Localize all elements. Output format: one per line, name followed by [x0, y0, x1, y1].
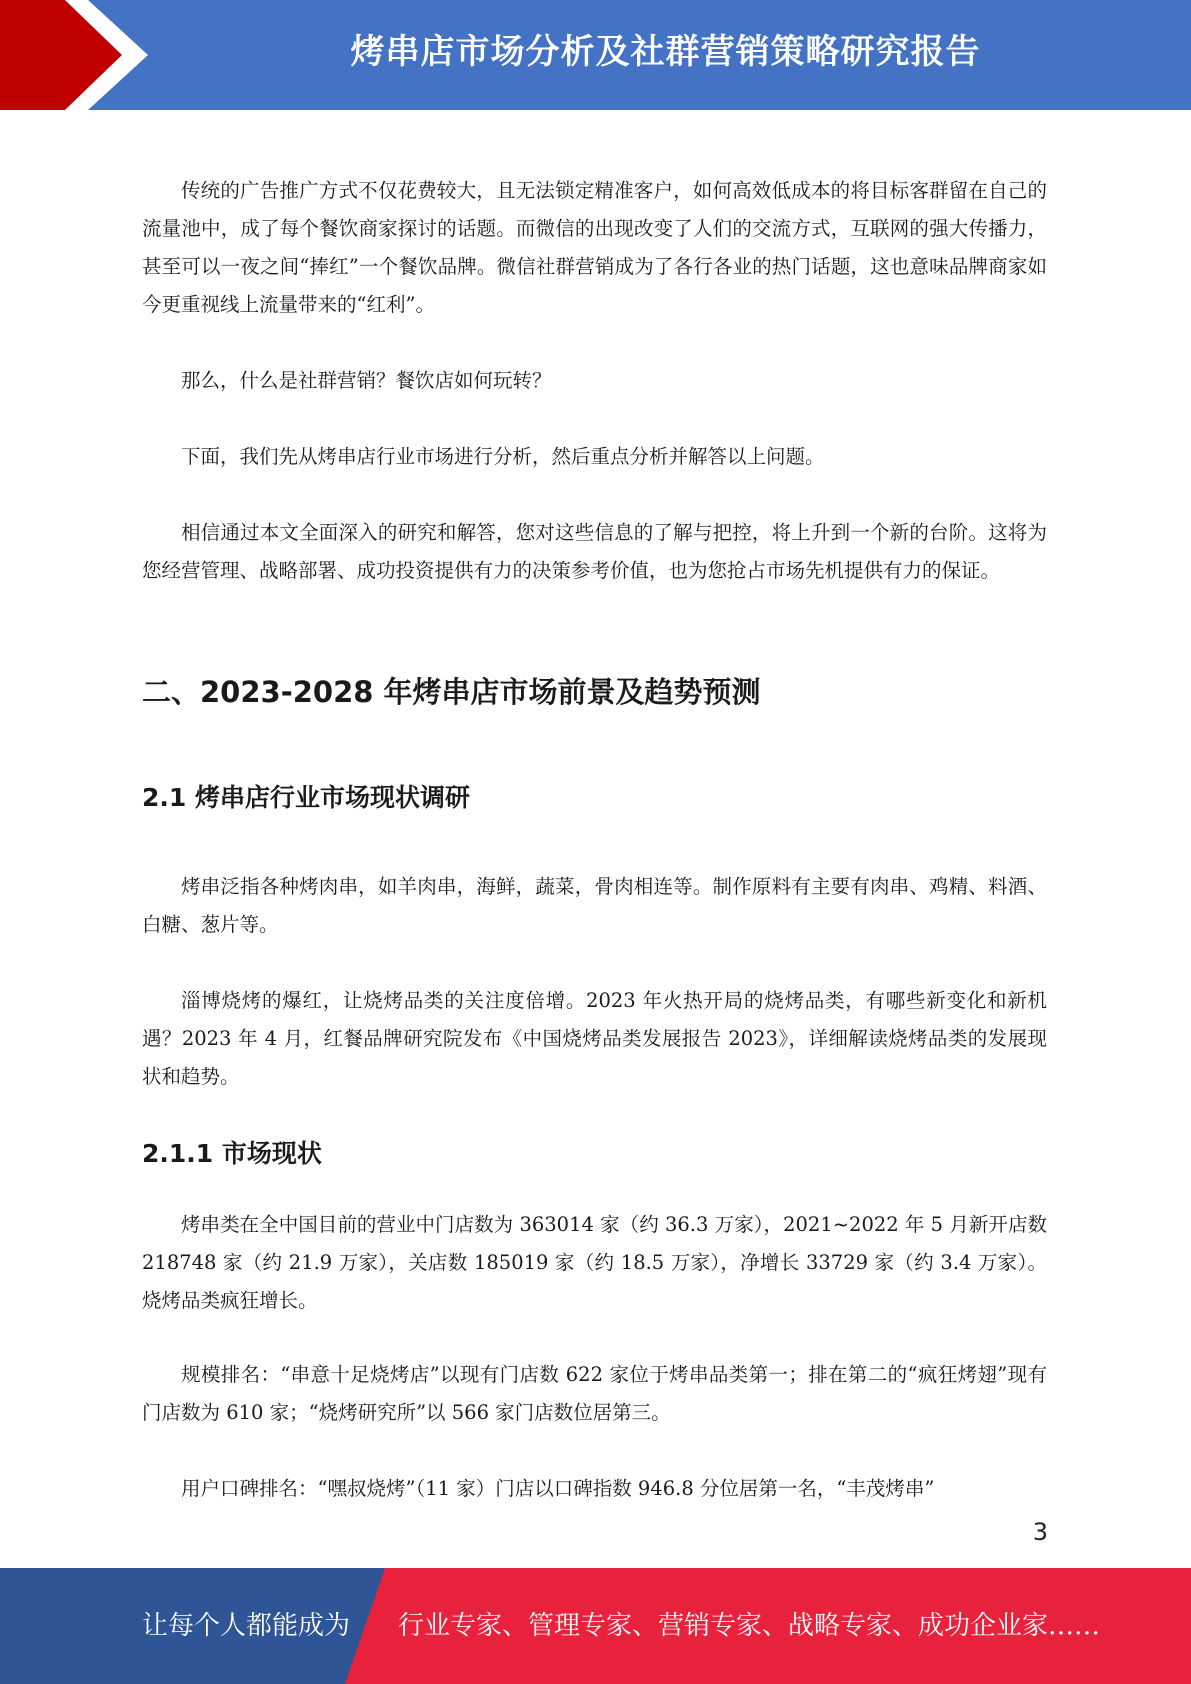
section-2-1-paragraph-2: 淄博烧烤的爆红，让烧烤品类的关注度倍增。2023 年火热开局的烧烤品类，有哪些新变化和新机遇？2023 年 4 月，红餐品牌研究院发布《中国烧烤品类发展报告 2023》，详细解读烧烤品类的发展现状和趋势。 — [142, 989, 1047, 1088]
section-heading-2-1-1: 2.1.1 市场现状 — [142, 1139, 322, 1168]
intro-paragraph-4: 相信通过本文全面深入的研究和解答，您对这些信息的了解与把控，将上升到一个新的台阶。这将为您经营管理、战略部署、成功投资提供有力的决策参考价值，也为您抢占市场先机提供有力的保证。 — [142, 521, 1047, 582]
section-2-1-paragraph-1: 烤串泛指各种烤肉串，如羊肉串，海鲜，蔬菜，骨肉相连等。制作原料有主要有肉串、鸡精、料酒、白糖、葱片等。 — [142, 875, 1047, 936]
page-header — [0, 0, 1191, 110]
section-heading-2: 二、2023-2028 年烤串店市场前景及趋势预测 — [142, 675, 761, 709]
intro-paragraph-3: 下面，我们先从烤串店行业市场进行分析，然后重点分析并解答以上问题。 — [181, 445, 825, 468]
page-number: 3 — [1032, 1518, 1048, 1546]
section-2-1-1-paragraph-2: 规模排名：“串意十足烧烤店”以现有门店数 622 家位于烤串品类第一；排在第二的“疯狂烤翅”现有门店数为 610 家；“烧烤研究所”以 566 家门店数位居第三。 — [142, 1363, 1047, 1424]
header-arrow-decoration — [0, 0, 150, 110]
footer-slogan-right: 行业专家、管理专家、营销专家、战略专家、成功企业家…… — [398, 1611, 1101, 1641]
section-heading-2-1: 2.1 烤串店行业市场现状调研 — [142, 783, 470, 812]
document-title: 烤串店市场分析及社群营销策略研究报告 — [350, 32, 981, 72]
section-2-1-1-paragraph-3: 用户口碑排名：“嘿叔烧烤”（11 家）门店以口碑指数 946.8 分位居第一名，“丰茂烤串” — [181, 1477, 935, 1500]
intro-paragraph-1: 传统的广告推广方式不仅花费较大，且无法锁定精准客户，如何高效低成本的将目标客群留在自己的流量池中，成了每个餐饮商家探讨的话题。而微信的出现改变了人们的交流方式，互联网的强大传播力，甚至可以一夜之间“捧红”一个餐饮品牌。微信社群营销成为了各行各业的热门话题，这也意味品牌商家如今更重视线上流量带来的“红利”。 — [142, 179, 1047, 316]
section-2-1-1-paragraph-1: 烤串类在全中国目前的营业中门店数为 363014 家（约 36.3 万家），2021~2022 年 5 月新开店数 218748 家（约 21.9 万家），关店数 185019 家（约 18.5 万家），净增长 33729 家（约 3.4 万家）。烧烤品类疯狂增长。 — [142, 1213, 1047, 1312]
intro-paragraph-2: 那么，什么是社群营销？餐饮店如何玩转？ — [181, 369, 552, 392]
page-footer — [0, 1568, 1191, 1684]
footer-slogan-left: 让每个人都能成为 — [142, 1611, 351, 1641]
